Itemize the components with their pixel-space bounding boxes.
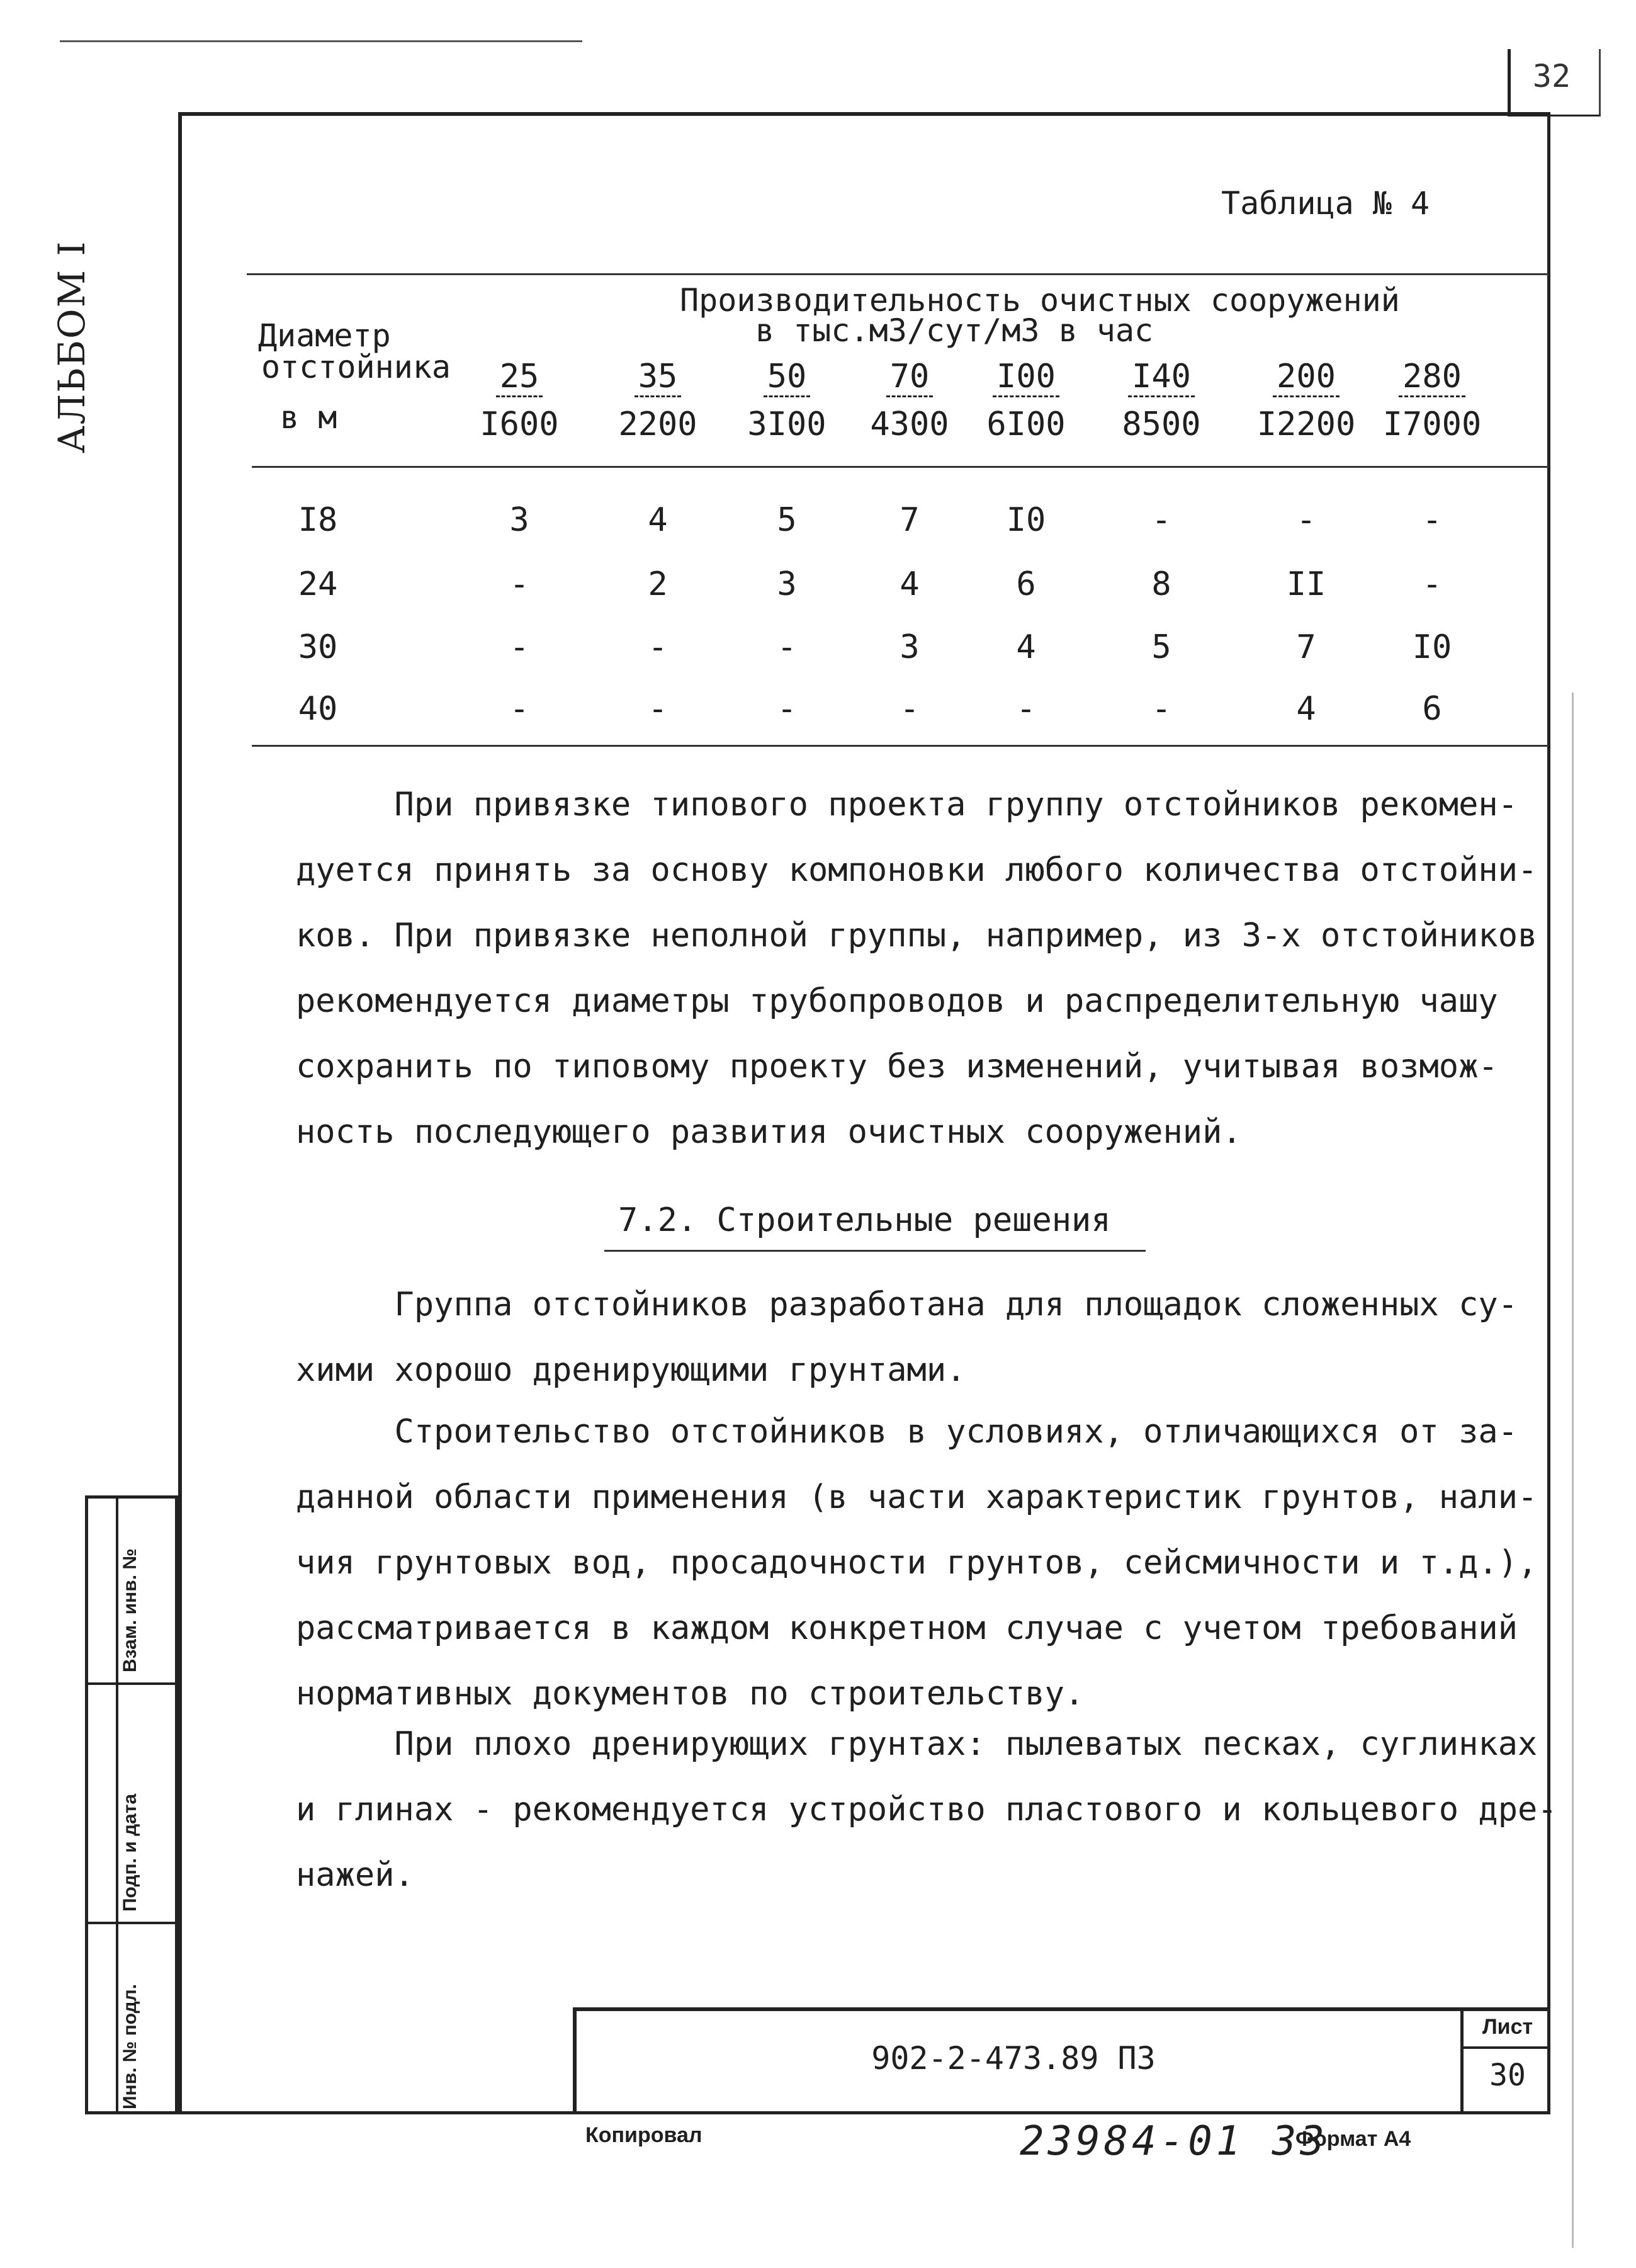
table-cell: 3 (900, 628, 920, 666)
strip-field-orig-inv: Инв. № подл. (120, 1983, 140, 2109)
album-label: АЛЬБОМ I (50, 240, 93, 453)
table-cell: 2 (648, 565, 668, 603)
strip-field-sign-date: Подп. и дата (120, 1793, 140, 1912)
table-cell: - (648, 628, 668, 666)
table-cell: 5 (1151, 628, 1171, 666)
text-line: сохранить по типовому проекту без изменений, учитывая возмож- (296, 1048, 1498, 1086)
column-header-top-text: I00 (993, 358, 1059, 397)
table-cell: - (1151, 690, 1171, 728)
text-line: При привязке типового проекта группу отстойников рекомен- (296, 786, 1518, 824)
column-header-top (1375, 360, 1489, 393)
column-header-top (1105, 360, 1218, 393)
column-header-bottom: I7000 (1382, 405, 1482, 443)
column-header-top-text: 280 (1399, 358, 1465, 397)
top-rule (60, 40, 582, 42)
table-cell: - (1151, 501, 1171, 539)
column-header-top-text: I40 (1128, 358, 1195, 397)
column-header-bottom: 2200 (618, 405, 697, 443)
column-header-top (853, 360, 966, 393)
table-cell: 8 (1151, 565, 1171, 603)
section-heading-underline (604, 1250, 1146, 1252)
table-cell: - (1016, 690, 1036, 728)
text-line: чия грунтовых вод, просадочности грунтов, сейсмичности и т.д.), (296, 1544, 1538, 1582)
column-header-top (1250, 360, 1363, 393)
column-header-top (969, 360, 1083, 393)
stamp-strip (85, 1495, 178, 2114)
text-line: нормативных документов по строительству. (296, 1675, 1085, 1713)
table-cell: - (777, 690, 797, 728)
text-line: ков. При привязке неполной группы, например, из 3-х отстойников (296, 917, 1538, 955)
table-row-diameter: 40 (298, 690, 338, 728)
text-line: данной области применения (в части характеристик грунтов, нали- (296, 1478, 1538, 1516)
group-header-line1: Производительность очистных сооружений (680, 282, 1400, 319)
column-header-bottom: 6I00 (986, 405, 1066, 443)
paragraph-3 (296, 1399, 1537, 1727)
table-cell: 4 (648, 501, 668, 539)
column-header-top-text: 50 (764, 358, 811, 397)
table-cell: - (509, 628, 529, 666)
paragraph-1 (296, 772, 1537, 1165)
table-caption: Таблица № 4 (1221, 185, 1430, 222)
table-cell: 3 (777, 565, 797, 603)
text-line: ность последующего развития очистных сооружений. (296, 1113, 1242, 1151)
column-header-top (730, 360, 843, 393)
footer-format: Формат А4 (1295, 2127, 1411, 2151)
column-header-top-text: 25 (496, 358, 543, 397)
document-code: 902-2-473.89 ПЗ (871, 2040, 1156, 2077)
column-header-top (463, 360, 576, 393)
table-cell: 4 (900, 565, 920, 603)
row-header-line3: в м (280, 399, 337, 436)
column-header-bottom: I2200 (1256, 405, 1356, 443)
column-header-top-text: 70 (886, 358, 934, 397)
table-cell: 4 (1016, 628, 1036, 666)
table-cell: - (777, 628, 797, 666)
column-header-bottom: 4300 (870, 405, 949, 443)
footer-copied: Копировал (585, 2123, 702, 2147)
table-cell: - (509, 690, 529, 728)
row-header-line2: отстойника (261, 349, 451, 385)
column-header-bottom: 3I00 (747, 405, 826, 443)
text-line: и глинах - рекомендуется устройство пластового и кольцевого дре- (296, 1791, 1557, 1829)
column-header-top-text: 35 (635, 358, 682, 397)
column-header-bottom: 8500 (1122, 405, 1201, 443)
column-header-top (601, 360, 714, 393)
table-cell: 5 (777, 501, 797, 539)
paragraph-2 (296, 1272, 1518, 1403)
text-line: рассматривается в каждом конкретном случае с учетом требований (296, 1609, 1518, 1647)
page-corner-number: 32 (1532, 58, 1571, 94)
table-cell: I0 (1412, 628, 1452, 666)
table-cell: II (1286, 565, 1326, 603)
text-line: хими хорошо дренирующими грунтами. (296, 1351, 966, 1389)
text-line: Группа отстойников разработана для площадок сложенных су- (296, 1286, 1518, 1324)
strip-inner-line (116, 1499, 118, 2111)
table-row-diameter: I8 (298, 501, 338, 539)
table-top-rule (247, 273, 1549, 275)
table-cell: 6 (1422, 690, 1442, 728)
table-cell: - (1422, 565, 1442, 603)
table-row-diameter: 24 (298, 565, 338, 603)
sheet-divider (1460, 2046, 1550, 2049)
strip-divider (88, 1682, 175, 1685)
table-cell: 4 (1296, 690, 1316, 728)
table-cell: 6 (1016, 565, 1036, 603)
text-line: При плохо дренирующих грунтах: пылеватых песках, суглинках (296, 1725, 1538, 1763)
footer-inventory-number: 23984-01 33 (1020, 2118, 1328, 2165)
sheet-label: Лист (1482, 2015, 1533, 2039)
table-bottom-rule (252, 745, 1549, 747)
column-header-bottom: I600 (480, 405, 559, 443)
table-cell: I0 (1006, 501, 1046, 539)
table-cell: 7 (1296, 628, 1316, 666)
text-line: нажей. (296, 1856, 414, 1894)
table-cell: - (648, 690, 668, 728)
strip-divider (88, 1922, 175, 1924)
text-line: рекомендуется диаметры трубопроводов и распределительную чашу (296, 982, 1498, 1020)
text-line: Строительство отстойников в условиях, отличающихся от за- (296, 1413, 1518, 1451)
table-cell: 7 (900, 501, 920, 539)
row-header-line1: Диаметр (258, 317, 391, 354)
table-cell: - (900, 690, 920, 728)
table-cell: - (1422, 501, 1442, 539)
group-header-line2: в тыс.м3/сут/м3 в час (755, 312, 1154, 349)
table-row-diameter: 30 (298, 628, 338, 666)
table-header-rule (252, 466, 1549, 468)
right-edge-rule (1572, 693, 1574, 2248)
sheet-number: 30 (1489, 2058, 1526, 2093)
section-heading: 7.2. Строительные решения (618, 1201, 1111, 1239)
table-cell: - (1296, 501, 1316, 539)
paragraph-4 (296, 1711, 1557, 1908)
table-cell: - (509, 565, 529, 603)
column-header-top-text: 200 (1273, 358, 1340, 397)
text-line: дуется принять за основу компоновки любого количества отстойни- (296, 851, 1538, 889)
table-cell: 3 (509, 501, 529, 539)
strip-field-replace-inv: Взам. инв. № (120, 1548, 140, 1672)
